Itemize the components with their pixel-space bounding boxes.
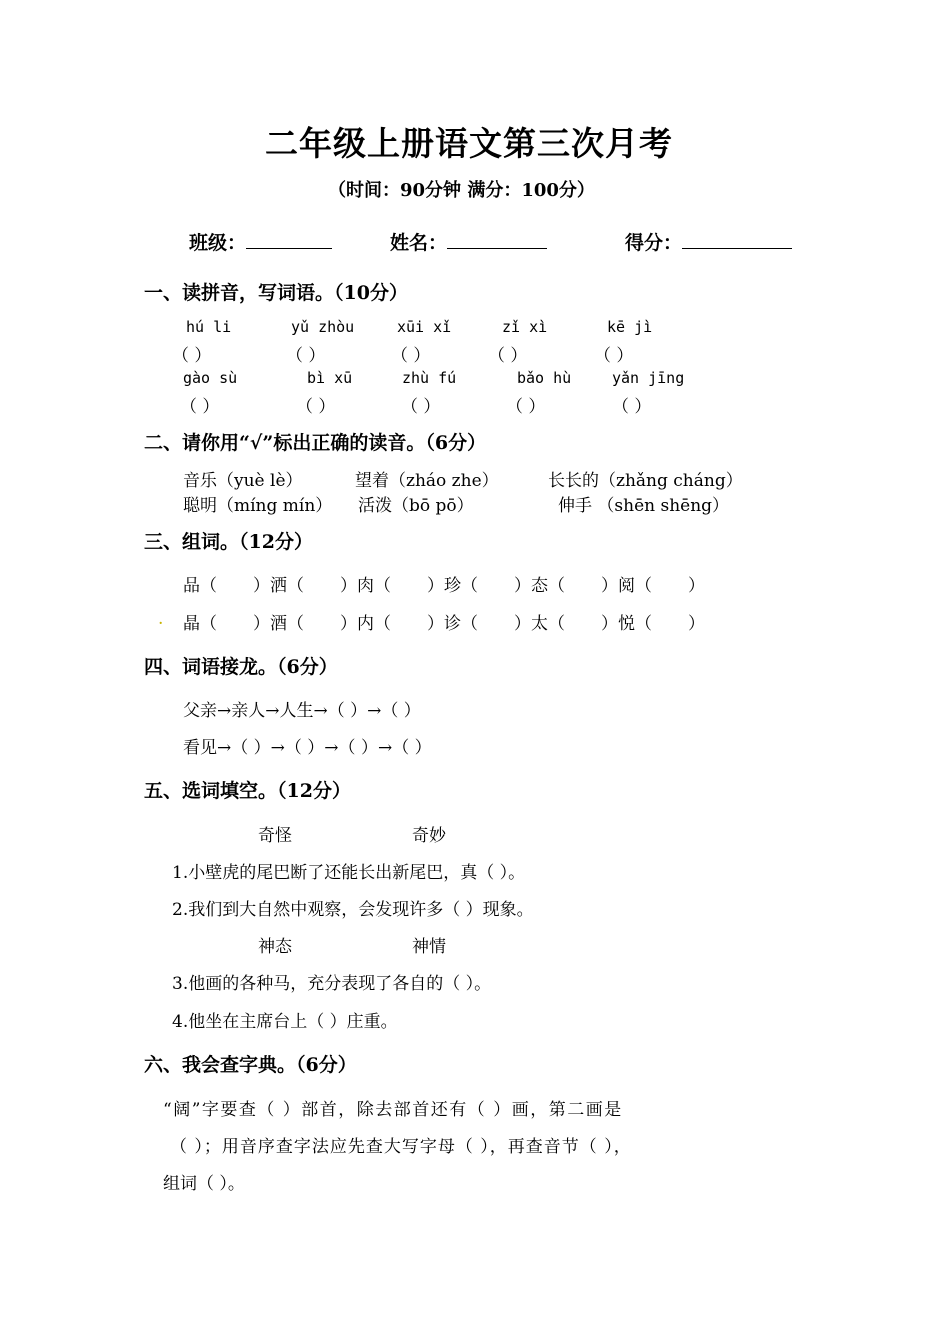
word-choice-1a: 奇怪: [258, 826, 292, 846]
word-group-item: 晶（: [183, 614, 217, 634]
marker-dot: .: [158, 609, 164, 629]
fill-question-3[interactable]: 3.他画的各种马，充分表现了各自的（ ）。: [172, 974, 492, 994]
section-3-heading: 三、组词。（12分）: [144, 531, 313, 553]
pinyin-2: yǔ zhòu: [291, 318, 355, 336]
word-group-item: ）珍（: [427, 576, 478, 596]
dictionary-line-1[interactable]: “阔”字要查（ ）部首，除去部首还有（ ）画，第二画是: [163, 1100, 623, 1120]
section-4-heading: 四、词语接龙。（6分）: [144, 656, 338, 678]
name-blank[interactable]: [447, 230, 547, 249]
class-label: 班级：: [189, 232, 247, 254]
pinyin-1: hú li: [186, 318, 232, 336]
reading-item-3[interactable]: 长长的（zhǎng cháng）: [548, 471, 743, 491]
pinyin-3: xūi xǐ: [397, 318, 452, 336]
pinyin-5: kē jì: [607, 318, 653, 336]
answer-paren-9[interactable]: （ ）: [506, 397, 546, 417]
pinyin-4: zǐ xì: [502, 318, 548, 336]
answer-paren-8[interactable]: （ ）: [401, 397, 441, 417]
word-choice-2a: 神态: [258, 937, 292, 957]
pinyin-9: bǎo hù: [517, 369, 572, 387]
reading-item-5[interactable]: 活泼（bō pō）: [358, 496, 474, 516]
section-6-heading: 六、我会查字典。（6分）: [144, 1054, 357, 1076]
word-group-row-2: [183, 609, 705, 634]
word-group-item: 品（: [183, 576, 217, 596]
answer-paren-10[interactable]: （ ）: [612, 397, 652, 417]
page-title: 二年级上册语文第三次月考: [265, 124, 673, 163]
reading-item-2[interactable]: 望着（zháo zhe）: [355, 471, 499, 491]
score-field: [625, 228, 792, 255]
word-group-row-1: [183, 571, 705, 596]
word-group-item: ）诊（: [427, 614, 478, 634]
answer-paren-6[interactable]: （ ）: [180, 397, 220, 417]
score-blank[interactable]: [682, 230, 792, 249]
fill-question-4[interactable]: 4.他坐在主席台上（ ）庄重。: [172, 1012, 398, 1032]
word-group-item: ）: [688, 576, 705, 596]
reading-item-6[interactable]: 伸手 （shēn shēng）: [558, 496, 730, 516]
section-1-heading: 一、读拼音，写词语。（10分）: [144, 282, 408, 304]
dictionary-line-2[interactable]: （ ）；用音序查字法应先查大写字母（ ），再查音节（ ），: [170, 1137, 632, 1157]
name-label: 姓名：: [390, 232, 448, 254]
word-group-item: ）酒（: [253, 614, 304, 634]
word-group-item: ）悦（: [601, 614, 652, 634]
section-2-heading: 二、请你用“√”标出正确的读音。（6分）: [144, 432, 487, 454]
section-5-heading: 五、选词填空。（12分）: [144, 780, 351, 802]
dictionary-line-3[interactable]: 组词（ ）。: [163, 1174, 245, 1194]
pinyin-10: yǎn jīng: [612, 369, 685, 387]
class-field: [189, 228, 332, 255]
word-group-item: ）太（: [514, 614, 565, 634]
fill-question-1[interactable]: 1.小壁虎的尾巴断了还能长出新尾巴，真（ ）。: [172, 863, 526, 883]
answer-paren-2[interactable]: （ ）: [286, 346, 326, 366]
name-field: [390, 228, 547, 255]
exam-meta: （时间：90分钟 满分：100分）: [328, 180, 595, 201]
word-choice-2b: 神情: [412, 937, 446, 957]
score-label: 得分：: [625, 232, 683, 254]
answer-paren-3[interactable]: （ ）: [391, 346, 431, 366]
pinyin-7: bì xū: [307, 369, 353, 387]
answer-paren-4[interactable]: （ ）: [488, 346, 528, 366]
reading-item-4[interactable]: 聪明（míng mín）: [183, 496, 333, 516]
word-choice-1b: 奇妙: [412, 826, 446, 846]
word-group-item: ）态（: [514, 576, 565, 596]
word-group-item: ）肉（: [340, 576, 391, 596]
answer-paren-1[interactable]: （ ）: [172, 346, 212, 366]
class-blank[interactable]: [246, 230, 332, 249]
answer-paren-5[interactable]: （ ）: [594, 346, 634, 366]
reading-item-1[interactable]: 音乐（yuè lè）: [183, 471, 303, 491]
answer-paren-7[interactable]: （ ）: [296, 397, 336, 417]
word-group-item: ）内（: [340, 614, 391, 634]
pinyin-6: gào sù: [183, 369, 238, 387]
chain-line-1[interactable]: 父亲→亲人→人生→（ ）→（ ）: [183, 701, 421, 721]
word-group-item: ）: [688, 614, 705, 634]
word-group-item: ）洒（: [253, 576, 304, 596]
pinyin-8: zhù fú: [402, 369, 457, 387]
fill-question-2[interactable]: 2.我们到大自然中观察，会发现许多（ ）现象。: [172, 900, 534, 920]
word-group-item: ）阅（: [601, 576, 652, 596]
chain-line-2[interactable]: 看见→（ ）→（ ）→（ ）→（ ）: [183, 738, 432, 758]
